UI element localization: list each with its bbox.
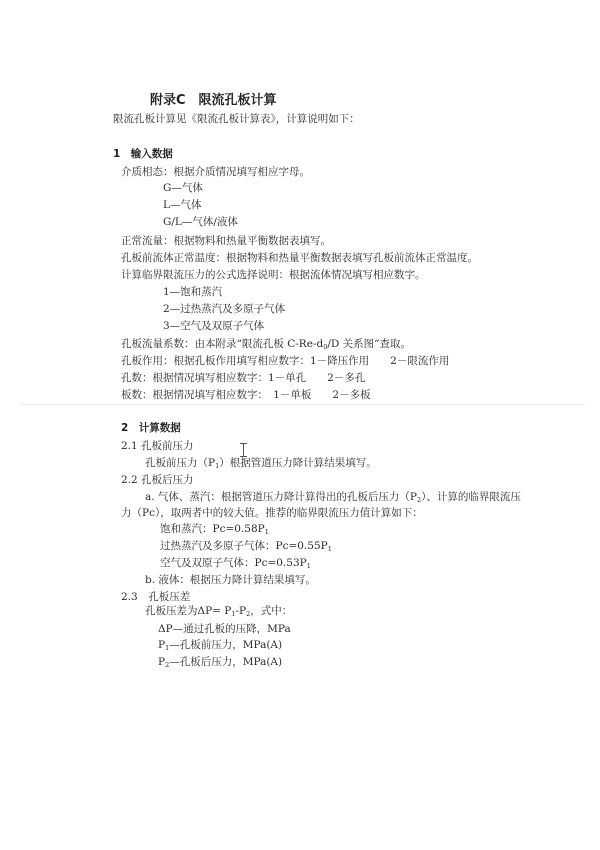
- section-divider: [20, 404, 585, 405]
- subsection-2-1-title: 2.1 孔板前压力: [121, 440, 194, 452]
- subsection-2-2-a-line1: a. 气体、蒸汽：根据管道压力降计算得出的孔板后压力$(P_2)$、计算的临界限流压: [145, 491, 521, 504]
- flow-coefficient-text: 孔板流量系数：由本附录“限流孔板 $C-Re-d_0/D$ 关系图”查取。: [121, 338, 411, 351]
- normal-flow-text: 正常流量：根据物料和热量平衡数据表填写。: [121, 235, 331, 247]
- formula-option-3: 3—空气及双原子气体: [163, 320, 265, 332]
- pc-superheated-steam: 过热蒸汽及多原子气体：$Pc=0.55P_1$: [160, 540, 332, 553]
- subsection-2-2-title: 2.2 孔板后压力: [121, 474, 194, 486]
- plate-count-text: 板数：根据情况填写相应数字： 1－单板 2－多板: [121, 389, 371, 401]
- subsection-2-1-text: 孔板前压力$(P_1)$根据管道压力降计算结果填写。: [145, 457, 377, 470]
- subsection-2-2-b: b. 液体：根据压力降计算结果填写。: [145, 574, 316, 586]
- pc-saturated-steam: 饱和蒸汽：$Pc=0.58P_1$: [160, 523, 269, 536]
- section-heading-input: 1 输入数据: [113, 148, 173, 160]
- subsection-2-2-a-line2: 力（Pc），取两者中的较大值。推荐的临界限流压力值计算如下：: [121, 507, 423, 519]
- medium-phase-text: 介质相态：根据介质情况填写相应字母。: [121, 166, 310, 178]
- section-heading-calc: 2 计算数据: [121, 422, 181, 434]
- phase-option-g: G—气体: [163, 182, 203, 194]
- definition-p1: $P_1—$孔板前压力，MPa(A): [158, 639, 283, 652]
- definition-delta-p: ΔP—通过孔板的压降，MPa: [158, 623, 291, 635]
- appendix-title: 附录C 限流孔板计算: [150, 93, 277, 108]
- plate-function-text: 孔板作用：根据孔板作用填写相应数字：1－降压作用 2－限流作用: [121, 355, 450, 367]
- pc-air-diatomic: 空气及双原子气体：$Pc=0.53P_1$: [160, 557, 311, 570]
- pressure-diff-formula: 孔板压差为$\Delta P= P_1-P_2$，式中：: [145, 605, 293, 618]
- formula-option-1: 1—饱和蒸汽: [163, 286, 223, 298]
- formula-option-2: 2—过热蒸汽及多原子气体: [163, 303, 286, 315]
- intro-text: 限流孔板计算见《限流孔板计算表》，计算说明如下：: [113, 113, 360, 125]
- subsection-2-3-title: 2.3 孔板压差: [121, 591, 191, 603]
- phase-option-l: L—气体: [163, 199, 202, 211]
- hole-count-text: 孔数：根据情况填写相应数字：1－单孔 2－多孔: [121, 372, 366, 384]
- upstream-temp-text: 孔板前流体正常温度：根据物料和热量平衡数据表填写孔板前流体正常温度。: [121, 252, 478, 264]
- definition-p2: $P_2—$孔板后压力，MPa(A): [158, 656, 283, 669]
- phase-option-gl: G/L—气体/液体: [163, 216, 238, 228]
- critical-formula-text: 计算临界限流压力的公式选择说明：根据流体情况填写相应数字。: [121, 269, 426, 281]
